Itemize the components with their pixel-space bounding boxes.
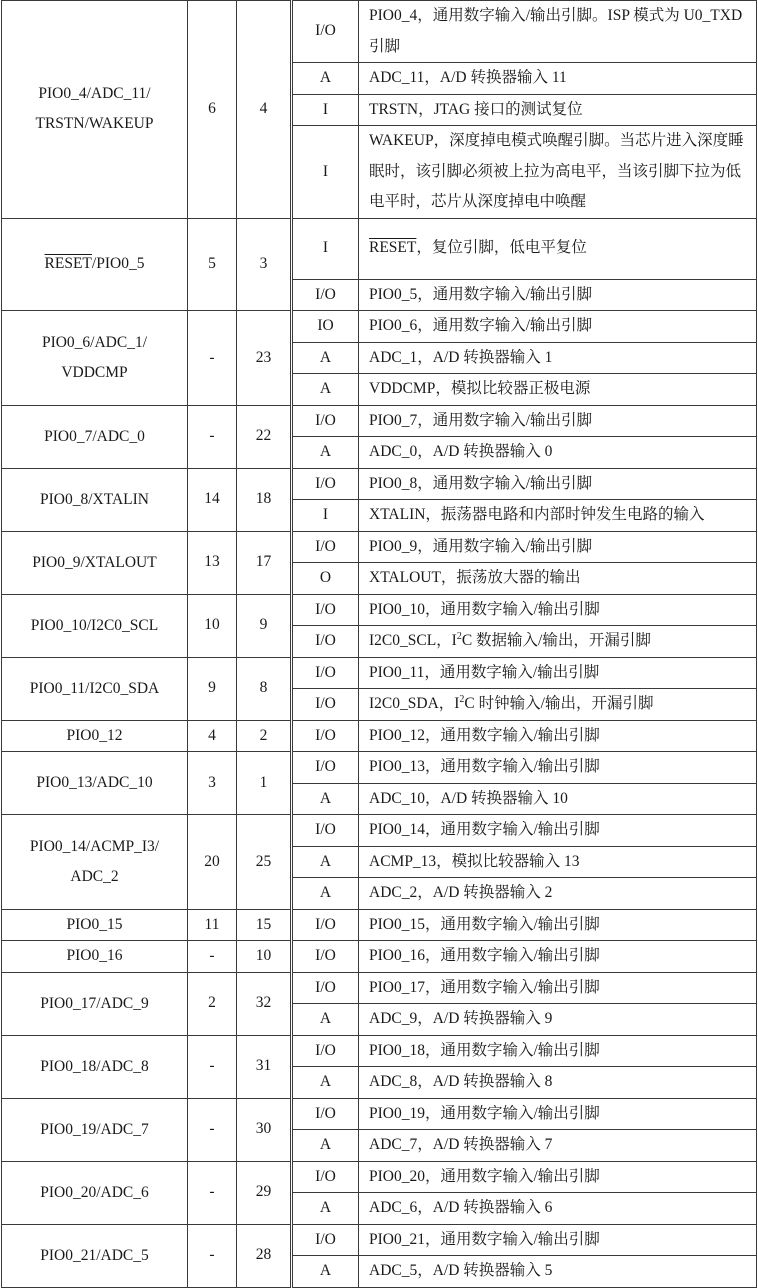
pin-type-cell: A	[292, 1004, 359, 1036]
pin-number-a: -	[188, 1161, 237, 1224]
pin-number-b: 25	[237, 815, 292, 910]
pin-name-cell: PIO0_20/ADC_6	[2, 1161, 188, 1224]
table-row	[2, 531, 757, 563]
pin-number-b: 22	[237, 405, 292, 468]
pin-number-a: -	[188, 1035, 237, 1098]
superscript-text: 2	[456, 630, 462, 642]
table-row	[2, 941, 757, 973]
table-row	[2, 311, 757, 343]
table-row	[2, 1, 757, 63]
pin-type-cell: A	[292, 878, 359, 910]
pin-name-cell: PIO0_18/ADC_8	[2, 1035, 188, 1098]
pin-type-cell: I/O	[292, 594, 359, 626]
pin-number-b: 17	[237, 531, 292, 594]
pin-number-b: 2	[237, 720, 292, 752]
pin-description-cell: PIO0_11，通用数字输入/输出引脚	[359, 657, 757, 689]
pin-description-cell	[359, 689, 757, 721]
pin-number-a: 2	[188, 972, 237, 1035]
pin-type-cell: A	[292, 783, 359, 815]
pin-description-cell: XTALOUT，振荡放大器的输出	[359, 563, 757, 595]
pin-description-cell: PIO0_16，通用数字输入/输出引脚	[359, 941, 757, 973]
pin-name-cell: PIO0_8/XTALIN	[2, 468, 188, 531]
pin-description-cell: PIO0_17，通用数字输入/输出引脚	[359, 972, 757, 1004]
pin-type-cell: I/O	[292, 1035, 359, 1067]
pin-type-cell: A	[292, 342, 359, 374]
pin-name-cell	[2, 218, 188, 311]
pin-number-a: 20	[188, 815, 237, 910]
table-row	[2, 815, 757, 847]
table-row	[2, 594, 757, 626]
description-text: I2C0_SCL，I	[369, 632, 457, 649]
pin-number-a: 4	[188, 720, 237, 752]
description-text: ，复位引脚，低电平复位	[416, 239, 587, 257]
table-row	[2, 1161, 757, 1193]
pin-description-cell: PIO0_18，通用数字输入/输出引脚	[359, 1035, 757, 1067]
pin-description-cell: PIO0_4，通用数字输入/输出引脚。ISP 模式为 U0_TXD 引脚	[359, 1, 757, 63]
pin-description-cell	[359, 218, 757, 279]
pin-name-cell: PIO0_16	[2, 941, 188, 973]
pin-name-line: TRSTN/WAKEUP	[35, 115, 154, 133]
pin-number-b: 10	[237, 941, 292, 973]
pin-name-cell: PIO0_7/ADC_0	[2, 405, 188, 468]
pin-type-cell: I	[292, 500, 359, 532]
pin-description-cell: ADC_9，A/D 转换器输入 9	[359, 1004, 757, 1036]
pin-name-cell: PIO0_13/ADC_10	[2, 752, 188, 815]
pin-number-b: 15	[237, 909, 292, 941]
pin-name-cell	[2, 1, 188, 219]
pin-type-cell: A	[292, 1067, 359, 1099]
pin-number-b: 4	[237, 1, 292, 219]
pin-number-a: 11	[188, 909, 237, 941]
description-text: I2C0_SDA，I	[369, 695, 460, 712]
table-row	[2, 405, 757, 437]
pin-description-cell: PIO0_13，通用数字输入/输出引脚	[359, 752, 757, 784]
pin-name-cell: PIO0_15	[2, 909, 188, 941]
table-row	[2, 218, 757, 279]
pin-type-cell: I/O	[292, 279, 359, 311]
pin-type-cell: I/O	[292, 689, 359, 721]
pin-description-cell: PIO0_7，通用数字输入/输出引脚	[359, 405, 757, 437]
pin-description-table	[1, 0, 757, 1288]
reset-overline-text: RESET	[44, 255, 92, 273]
pin-type-cell: I/O	[292, 815, 359, 847]
pin-name-cell: PIO0_17/ADC_9	[2, 972, 188, 1035]
pin-number-a: 13	[188, 531, 237, 594]
pin-number-a: -	[188, 311, 237, 406]
pin-description-cell: ADC_8，A/D 转换器输入 8	[359, 1067, 757, 1099]
pin-type-cell: I/O	[292, 1224, 359, 1256]
pin-description-cell: ADC_11，A/D 转换器输入 11	[359, 63, 757, 95]
pin-description-cell: PIO0_15，通用数字输入/输出引脚	[359, 909, 757, 941]
pin-type-cell: I/O	[292, 909, 359, 941]
pin-number-b: 32	[237, 972, 292, 1035]
pin-description-cell: ADC_10，A/D 转换器输入 10	[359, 783, 757, 815]
pin-type-cell: A	[292, 846, 359, 878]
pin-description-cell: ADC_0，A/D 转换器输入 0	[359, 437, 757, 469]
pin-description-cell: PIO0_10，通用数字输入/输出引脚	[359, 594, 757, 626]
pin-type-cell: I/O	[292, 752, 359, 784]
pin-type-cell: I/O	[292, 1098, 359, 1130]
pin-type-cell: A	[292, 63, 359, 95]
pin-name-cell: PIO0_21/ADC_5	[2, 1224, 188, 1287]
pin-type-cell: I/O	[292, 468, 359, 500]
superscript-text: 2	[459, 693, 465, 705]
pin-name-cell: PIO0_19/ADC_7	[2, 1098, 188, 1161]
pin-number-b: 28	[237, 1224, 292, 1287]
pin-description-cell: ADC_6，A/D 转换器输入 6	[359, 1193, 757, 1225]
pin-type-cell: IO	[292, 311, 359, 343]
pin-type-cell: I/O	[292, 1161, 359, 1193]
pin-type-cell: A	[292, 1193, 359, 1225]
pin-description-cell	[359, 626, 757, 658]
pin-description-cell: TRSTN，JTAG 接口的测试复位	[359, 94, 757, 126]
pin-number-b: 9	[237, 594, 292, 657]
pin-description-cell: PIO0_21，通用数字输入/输出引脚	[359, 1224, 757, 1256]
table-row	[2, 752, 757, 784]
pin-name-line: PIO0_14/ACMP_I3/	[29, 837, 160, 855]
pin-number-a: 5	[188, 218, 237, 311]
pin-name-cell: PIO0_10/I2C0_SCL	[2, 594, 188, 657]
pin-description-cell: PIO0_9，通用数字输入/输出引脚	[359, 531, 757, 563]
pin-type-cell: I	[292, 126, 359, 219]
pin-name-cell	[2, 815, 188, 910]
pin-number-a: 14	[188, 468, 237, 531]
pin-description-cell: XTALIN，振荡器电路和内部时钟发生电路的输入	[359, 500, 757, 532]
pin-name-cell: PIO0_9/XTALOUT	[2, 531, 188, 594]
pin-name-cell	[2, 311, 188, 406]
pin-type-cell: I/O	[292, 531, 359, 563]
pin-number-b: 30	[237, 1098, 292, 1161]
pin-table-body	[2, 1, 757, 1288]
pin-number-a: 10	[188, 594, 237, 657]
pin-number-a: 3	[188, 752, 237, 815]
table-row	[2, 468, 757, 500]
pin-description-cell: ADC_1，A/D 转换器输入 1	[359, 342, 757, 374]
pin-type-cell: A	[292, 437, 359, 469]
pin-description-cell: WAKEUP，深度掉电模式唤醒引脚。当芯片进入深度睡眠时，该引脚必须被上拉为高电平，当该引脚下拉为低电平时，芯片从深度掉电中唤醒	[359, 126, 757, 219]
pin-description-cell: ADC_2，A/D 转换器输入 2	[359, 878, 757, 910]
pin-number-a: 6	[188, 1, 237, 219]
pin-description-cell: PIO0_20，通用数字输入/输出引脚	[359, 1161, 757, 1193]
pin-description-cell: PIO0_8，通用数字输入/输出引脚	[359, 468, 757, 500]
pin-description-cell: ACMP_13，模拟比较器输入 13	[359, 846, 757, 878]
pin-name-cell: PIO0_11/I2C0_SDA	[2, 657, 188, 720]
pin-name-line: PIO0_6/ADC_1/	[41, 333, 148, 351]
pin-description-cell: ADC_5，A/D 转换器输入 5	[359, 1256, 757, 1288]
table-row	[2, 657, 757, 689]
pin-number-b: 29	[237, 1161, 292, 1224]
pin-type-cell: I/O	[292, 941, 359, 973]
pin-name-line: VDDCMP	[61, 363, 128, 381]
pin-number-a: -	[188, 1098, 237, 1161]
pin-number-b: 18	[237, 468, 292, 531]
table-row	[2, 1098, 757, 1130]
pin-type-cell: I	[292, 94, 359, 126]
description-text: C 时钟输入/输出，开漏引脚	[464, 695, 654, 712]
pin-description-cell: ADC_7，A/D 转换器输入 7	[359, 1130, 757, 1162]
pin-number-b: 3	[237, 218, 292, 311]
pin-type-cell: O	[292, 563, 359, 595]
pin-name-line: PIO0_4/ADC_11/	[38, 85, 151, 103]
pin-type-cell: I/O	[292, 972, 359, 1004]
pin-number-b: 31	[237, 1035, 292, 1098]
pin-number-a: 9	[188, 657, 237, 720]
description-text: C 数据输入/输出，开漏引脚	[461, 632, 651, 649]
pin-description-cell: PIO0_14，通用数字输入/输出引脚	[359, 815, 757, 847]
pin-type-cell: I/O	[292, 1, 359, 63]
pin-type-cell: A	[292, 374, 359, 406]
pin-type-cell: A	[292, 1256, 359, 1288]
table-row	[2, 720, 757, 752]
table-row	[2, 1035, 757, 1067]
table-row	[2, 1224, 757, 1256]
pin-name-line: ADC_2	[70, 867, 119, 885]
table-row	[2, 909, 757, 941]
pin-type-cell: I/O	[292, 626, 359, 658]
pin-name-cell: PIO0_12	[2, 720, 188, 752]
pin-number-b: 1	[237, 752, 292, 815]
pin-description-cell: VDDCMP，模拟比较器正极电源	[359, 374, 757, 406]
pin-number-b: 23	[237, 311, 292, 406]
pin-number-a: -	[188, 1224, 237, 1287]
reset-overline-text: RESET	[369, 239, 417, 257]
pin-type-cell: A	[292, 1130, 359, 1162]
table-row	[2, 972, 757, 1004]
pin-number-a: -	[188, 941, 237, 973]
pin-type-cell: I	[292, 218, 359, 279]
pin-type-cell: I/O	[292, 657, 359, 689]
pin-number-b: 8	[237, 657, 292, 720]
pin-name-suffix: /PIO0_5	[91, 255, 145, 273]
pin-description-cell: PIO0_5，通用数字输入/输出引脚	[359, 279, 757, 311]
pin-type-cell: I/O	[292, 405, 359, 437]
pin-type-cell: I/O	[292, 720, 359, 752]
pin-number-a: -	[188, 405, 237, 468]
pin-description-cell: PIO0_6，通用数字输入/输出引脚	[359, 311, 757, 343]
pin-description-cell: PIO0_12，通用数字输入/输出引脚	[359, 720, 757, 752]
pin-description-cell: PIO0_19，通用数字输入/输出引脚	[359, 1098, 757, 1130]
